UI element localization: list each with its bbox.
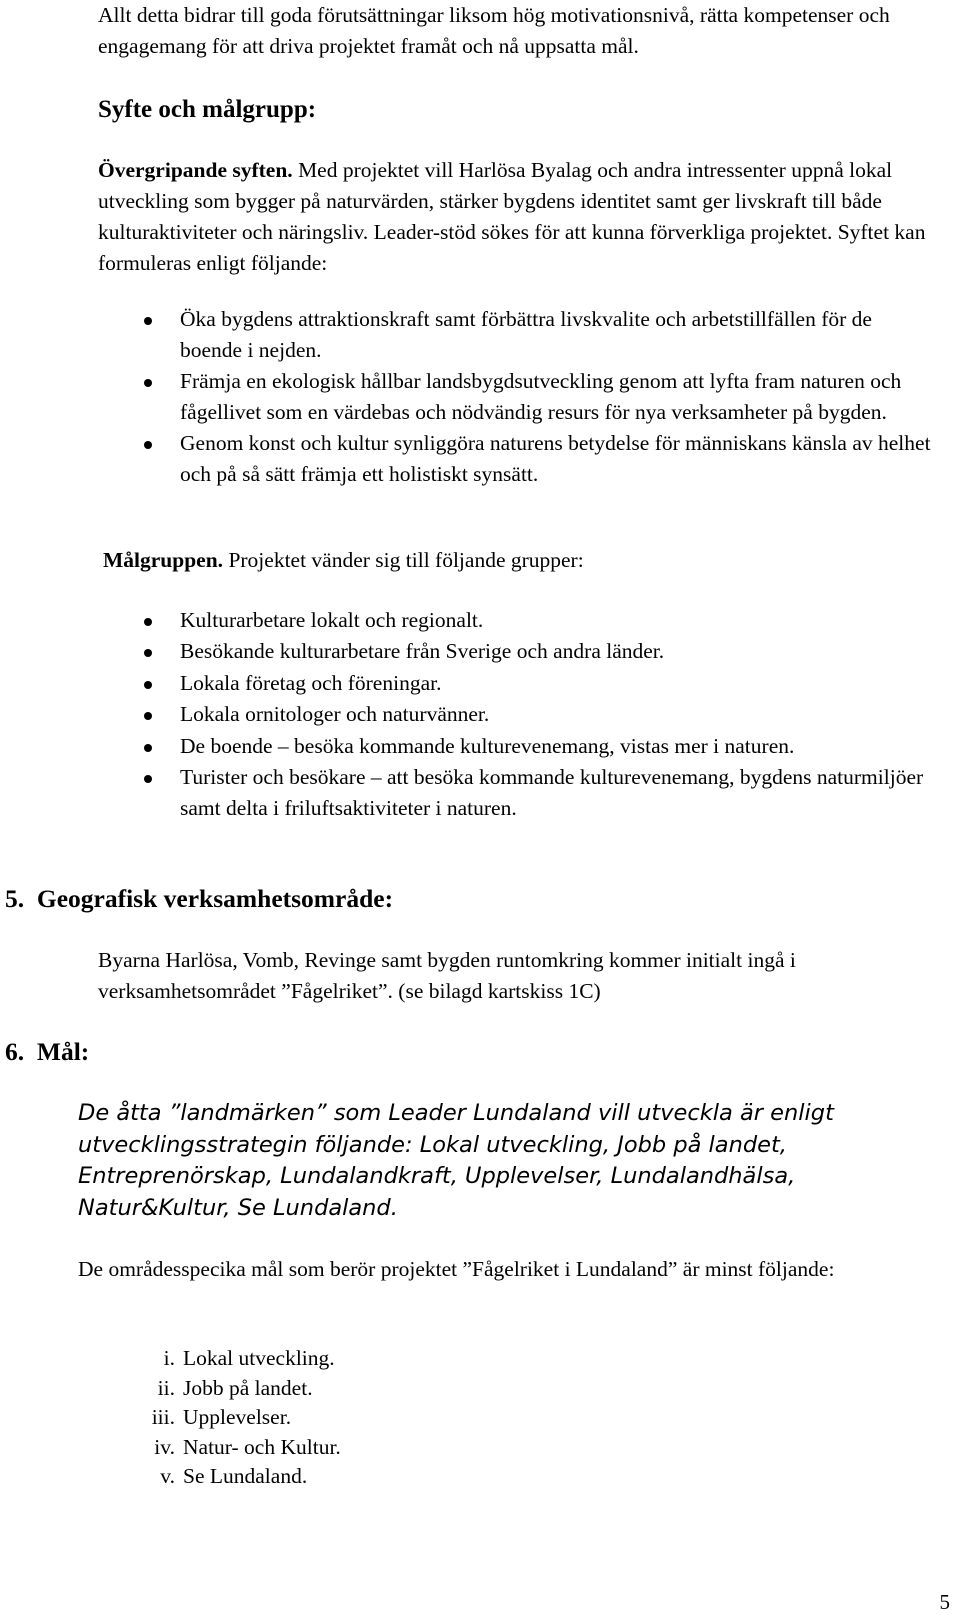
section-6-heading: 6. Mål: bbox=[5, 1037, 90, 1066]
list-item: Lokala företag och föreningar. bbox=[144, 668, 934, 699]
overgripande-text: Med projektet vill Harlösa Byalag och andra intressenter uppnå lokal utveckling som bygger på naturvärden, stärker bygdens identitet samt ger livskraft till både kulturaktiviteter och näringsliv. Leader-stöd sökes för att kunna förverkliga projektet. Syftet kan formuleras enligt följande: bbox=[98, 158, 926, 275]
page-number: 5 bbox=[939, 1590, 950, 1614]
goal-number: i. bbox=[163, 1346, 175, 1370]
syfte-list bbox=[144, 304, 934, 490]
list-item: Öka bygdens attraktionskraft samt förbättra livskvalite och arbetstillfällen för de boende i nejden. bbox=[144, 304, 934, 366]
malgrupp-list bbox=[144, 605, 934, 825]
syfte-heading: Syfte och målgrupp: bbox=[98, 96, 317, 123]
goal-number: ii. bbox=[157, 1375, 175, 1400]
goal-text: Jobb på landet. bbox=[183, 1375, 313, 1400]
section-5-heading: 5. Geografisk verksamhetsområde: bbox=[5, 884, 394, 913]
list-item: Besökande kulturarbetare från Sverige och andra länder. bbox=[144, 636, 934, 667]
section-5-text: Byarna Harlösa, Vomb, Revinge samt bygden runtomkring kommer initialt ingå i verksamhetsområdet ”Fågelriket”. (se bilagd kartskiss 1C) bbox=[98, 948, 796, 1003]
goal-number: v. bbox=[160, 1464, 175, 1488]
intro-paragraph: Allt detta bidrar till goda förutsättningar liksom hög motivationsnivå, rätta kompetenser och engagemang för att driva projektet framåt och nå uppsatta mål. bbox=[98, 3, 890, 58]
overgripande-paragraph bbox=[98, 155, 943, 279]
malgruppen-label: Målgruppen. bbox=[103, 548, 224, 572]
list-item bbox=[137, 1462, 637, 1492]
overgripande-label: Övergripande syften. bbox=[98, 158, 293, 182]
goal-text: Se Lundaland. bbox=[183, 1464, 308, 1488]
malgruppen-text: Projektet vänder sig till följande grupper: bbox=[223, 548, 584, 572]
goal-text: Upplevelser. bbox=[183, 1405, 292, 1429]
list-item: Genom konst och kultur synliggöra naturens betydelse för människans känsla av helhet och på så sätt främja ett holistiskt synsätt. bbox=[144, 428, 934, 490]
list-item: Främja en ekologisk hållbar landsbygdsutveckling genom att lyfta fram naturen och fågellivet som en värdebas och nödvändig resurs för nya verksamheter på bygden. bbox=[144, 366, 934, 428]
goals-list bbox=[137, 1344, 637, 1492]
goals-intro: De områdesspecika mål som berör projektet ”Fågelriket i Lundaland” är minst följande: bbox=[78, 1257, 835, 1281]
list-item: De boende – besöka kommande kulturevenemang, vistas mer i naturen. bbox=[144, 731, 934, 762]
landmarken-paragraph: De åtta ”landmärken” som Leader Lundaland vill utveckla är enligt utvecklingsstrategin följande: Lokal utveckling, Jobb på landet, Entreprenörskap, Lundalandkraft, Upplevelser, Lundalandhälsa, Natur&Kultur, Se Lundaland. bbox=[78, 1100, 834, 1221]
malgruppen-paragraph bbox=[103, 545, 933, 576]
list-item: Turister och besökare – att besöka kommande kulturevenemang, bygdens naturmiljöer samt delta i friluftsaktiviteter i naturen. bbox=[144, 762, 934, 825]
list-item: Kulturarbetare lokalt och regionalt. bbox=[144, 605, 934, 636]
list-item bbox=[137, 1374, 637, 1404]
goal-text: Natur- och Kultur. bbox=[183, 1434, 341, 1459]
goal-number: iii. bbox=[151, 1405, 175, 1429]
list-item: Lokala ornitologer och naturvänner. bbox=[144, 699, 934, 730]
list-item bbox=[137, 1403, 637, 1433]
list-item bbox=[137, 1344, 637, 1374]
goal-text: Lokal utveckling. bbox=[183, 1346, 335, 1370]
goal-number: iv. bbox=[154, 1434, 175, 1459]
list-item bbox=[137, 1433, 637, 1463]
